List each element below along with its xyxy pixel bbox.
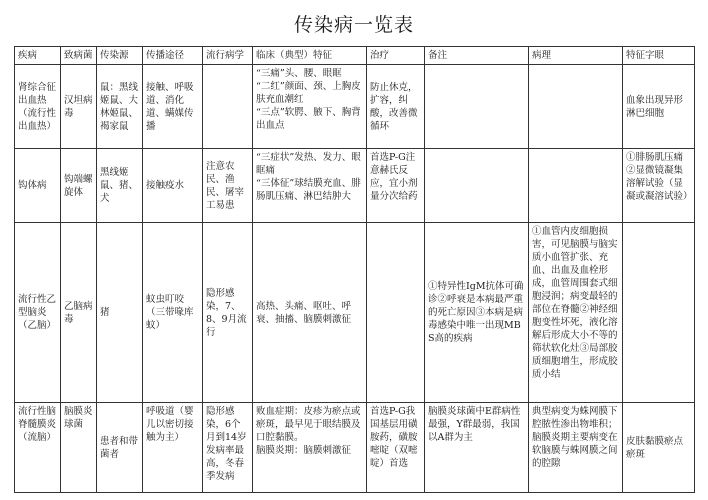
- table-header-row: [15, 47, 695, 65]
- cell-disease: 流行性乙型脑炎（乙脑）: [15, 223, 61, 403]
- cell-source: 患者和带菌者: [97, 403, 143, 493]
- cell-clinical: 败血症期：皮疹为瘀点或瘀斑，最早见于眼结膜及口腔黏膜。 脑膜炎期：脑膜刺激征: [253, 403, 367, 493]
- cell-source: 猪: [97, 223, 143, 403]
- cell-pathogen: 乙脑病毒: [61, 223, 97, 403]
- cell-route: 蚊虫叮咬（三带喙库蚊）: [143, 223, 203, 403]
- cell-epidemiology: 注意农民、渔民、屠宰工易患: [203, 149, 253, 223]
- cell-treatment: 首选P-G我国基层用磺胺药，磺胺嘧啶（双嘧啶）首选: [367, 403, 425, 493]
- cell-remarks: [425, 65, 529, 149]
- cell-keywords: ①腓肠肌压痛②显微镜凝集溶解试验（显凝或凝溶试验）: [623, 149, 695, 223]
- cell-pathogen: 钩端螺旋体: [61, 149, 97, 223]
- table-row: [15, 65, 695, 149]
- table-row: [15, 403, 695, 493]
- cell-disease: 钩体病: [15, 149, 61, 223]
- header-pathogen: 致病菌: [61, 47, 97, 65]
- table-row: [15, 223, 695, 403]
- cell-route: 呼吸道（婴儿以密切接触为主）: [143, 403, 203, 493]
- disease-table: [14, 46, 695, 493]
- cell-treatment: [367, 223, 425, 403]
- header-keywords: 特征字眼: [623, 47, 695, 65]
- cell-remarks: ①特异性IgM抗体可确诊②呼衰是本病最严重的死亡原因③本病是病毒感染中唯一出现MBS高的疾病: [425, 223, 529, 403]
- cell-pathology: ①血管内皮细胞损害，可见脑膜与脑实质小血管扩张、充血、出血及血栓形成，血管周围套式细胞浸润；病变最轻的部位在脊髓②神经细胞变性坏死，液化溶解后形成大小不等的筛状软化灶③局部胶质细胞增生，形成胶质小结: [529, 223, 623, 403]
- cell-epidemiology: 隐形感染，6个月到14岁发病率最高，冬春季发病: [203, 403, 253, 493]
- header-epidemiology: 流行病学: [203, 47, 253, 65]
- header-treatment: 治疗: [367, 47, 425, 65]
- table-row: [15, 149, 695, 223]
- cell-keywords: 血象出现异形淋巴细胞: [623, 65, 695, 149]
- header-clinical: 临床（典型）特征: [253, 47, 367, 65]
- cell-keywords: 皮肤黏膜瘀点瘀斑: [623, 403, 695, 493]
- page-title: 传染病一览表: [293, 14, 414, 36]
- cell-source: 鼠：黑线姬鼠、大林姬鼠、褐家鼠: [97, 65, 143, 149]
- header-route: 传播途径: [143, 47, 203, 65]
- cell-epidemiology: [203, 65, 253, 149]
- header-pathology: 病理: [529, 47, 623, 65]
- cell-pathogen: 脑膜炎球菌: [61, 403, 97, 493]
- header-disease: 疾病: [15, 47, 61, 65]
- header-source: 传染源: [97, 47, 143, 65]
- cell-clinical: 高热、头痛、呕吐、呼衰、抽搐、脑膜刺激征: [253, 223, 367, 403]
- cell-clinical: “三症状”发热、发力、眼眶痛 “三体征”球结膜充血、腓肠肌压痛、淋巴结肿大: [253, 149, 367, 223]
- cell-clinical: “三痛”头、腰、眼眶 “二红”颜面、颈、上胸皮肤充血潮红 “三点”软腭、腋下、胸背出血点: [253, 65, 367, 149]
- cell-pathology: [529, 149, 623, 223]
- cell-treatment: 防止休克，扩容，纠酸，改善微循环: [367, 65, 425, 149]
- cell-pathology: 典型病变为蛛网膜下腔脓性渗出物堆积；脑膜炎期主要病变在软脑膜与蛛网膜之间的腔隙: [529, 403, 623, 493]
- cell-treatment: 首选P-G注意赫氏反应，宜小剂量分次给药: [367, 149, 425, 223]
- cell-source: 黑线姬鼠、猪、犬: [97, 149, 143, 223]
- cell-remarks: [425, 149, 529, 223]
- cell-keywords: [623, 223, 695, 403]
- cell-disease: 肾综合征出血热（流行性出血热）: [15, 65, 61, 149]
- cell-route: 接触、呼吸道、消化道、螨媒传播: [143, 65, 203, 149]
- cell-route: 接触疫水: [143, 149, 203, 223]
- cell-pathogen: 汉坦病毒: [61, 65, 97, 149]
- cell-disease: 流行性脑脊髓膜炎（流脑）: [15, 403, 61, 493]
- cell-epidemiology: 隐形感染，7、8、9月流行: [203, 223, 253, 403]
- cell-remarks: 脑膜炎球菌中E群病性最强，Y群最弱，我国以A群为主: [425, 403, 529, 493]
- header-remarks: 备注: [425, 47, 529, 65]
- cell-pathology: [529, 65, 623, 149]
